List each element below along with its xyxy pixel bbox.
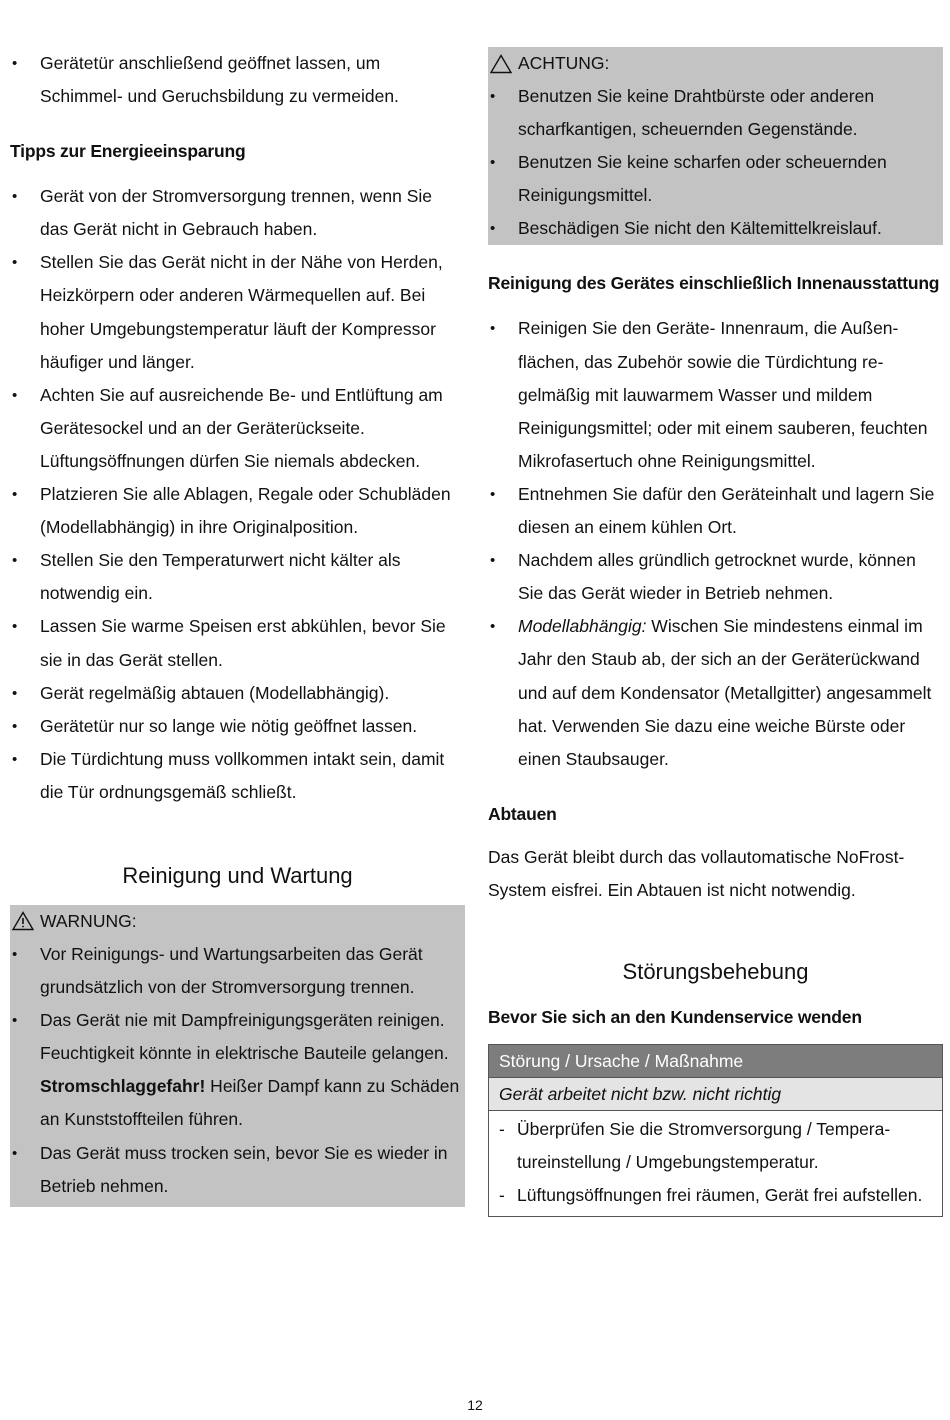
list-item: • Nachdem alles gründlich getrocknet wurde, können Sie das Gerät wieder in Betrieb nehmen.	[488, 544, 943, 610]
warning-list	[10, 938, 465, 1203]
list-item: • Gerät regelmäßig abtauen (Modellabhängig).	[10, 677, 465, 710]
list-item: • Benutzen Sie keine Drahtbürste oder anderen scharfkantigen, scheuernden Gegenstände.	[488, 80, 943, 146]
interior-list	[488, 312, 943, 775]
page-number: 12	[467, 1397, 483, 1413]
list-item: - Überprüfen Sie die Stromversorgung / Temperatureinstellung / Umgebungstemperatur.	[489, 1113, 942, 1179]
warning-label: WARNUNG:	[40, 910, 137, 931]
list-item: • Lassen Sie warme Speisen erst abkühlen, bevor Sie sie in das Gerät stellen.	[10, 610, 465, 676]
energy-list	[10, 180, 465, 809]
warning-triangle-icon	[490, 54, 512, 74]
list-item	[488, 610, 943, 775]
warning-triangle-icon	[12, 911, 34, 931]
fault-cause: Gerät arbeitet nicht bzw. nicht richtig	[489, 1077, 943, 1110]
list-item: • Achten Sie auf ausreichende Be- und Entlüftung am Gerätesockel und an der Geräterückseite. Lüftungsöffnungen dürfen Sie niemals abdecken.	[10, 379, 465, 478]
fault-fixes	[489, 1110, 943, 1216]
energy-heading: Tipps zur Energieeinsparung	[10, 141, 246, 162]
fault-table	[488, 1044, 943, 1217]
model-dependent-label: Modellabhängig:	[518, 616, 647, 637]
caution-box	[488, 47, 943, 245]
caution-list	[488, 80, 943, 245]
list-item: • Entnehmen Sie dafür den Geräteinhalt und lagern Sie diesen an einem kühlen Ort.	[488, 478, 943, 544]
list-item: • Beschädigen Sie nicht den Kältemittelkreislauf.	[488, 212, 943, 245]
list-item: • Die Türdichtung muss vollkommen intakt sein, damit die Tür ordnungsgemäß schließt.	[10, 743, 465, 809]
shock-hazard-text: Stromschlaggefahr!	[40, 1076, 206, 1097]
list-item: • Stellen Sie den Temperaturwert nicht kälter als notwendig ein.	[10, 544, 465, 610]
warning-box	[10, 905, 465, 1207]
list-item: • Reinigen Sie den Geräte- Innenraum, die Außenflächen, das Zubehör sowie die Türdichtung regelmäßig mit lauwarmem Wasser und mildem Reinigungsmittel; oder mit einem sauberen, feuchten Mikrofasertuch ohne Reinigungsmittel.	[488, 312, 943, 477]
list-item: • Gerätetür anschließend geöffnet lassen, um Schimmel- und Geruchsbildung zu vermeiden.	[10, 47, 465, 113]
caution-label: ACHTUNG:	[518, 53, 610, 73]
list-item: - Lüftungsöffnungen frei räumen, Gerät frei aufstellen.	[489, 1179, 942, 1212]
caution-header	[488, 47, 943, 80]
service-heading: Bevor Sie sich an den Kundenservice wenden	[488, 1006, 862, 1027]
list-item: • Gerätetür nur so lange wie nötig geöffnet lassen.	[10, 710, 465, 743]
defrost-text: Das Gerät bleibt durch das vollautomatische NoFrost-System eisfrei. Ein Abtauen ist nicht notwendig.	[488, 846, 905, 900]
list-item	[10, 1004, 465, 1136]
interior-item4-text: Wischen Sie mindestens einmal im Jahr den Staub ab, der sich an der Geräterückwand und auf dem Kondensator (Metallgitter) angesammelt hat. Verwenden Sie dazu eine weiche Bürste oder einen Staubsauger.	[518, 616, 932, 769]
list-item: • Das Gerät muss trocken sein, bevor Sie es wieder in Betrieb nehmen.	[10, 1137, 465, 1203]
cleaning-section-title: Reinigung und Wartung	[122, 862, 353, 888]
intro-list	[10, 47, 465, 113]
list-item: • Vor Reinigungs- und Wartungsarbeiten das Gerät grundsätzlich von der Stromversorgung trennen.	[10, 938, 465, 1004]
right-column	[488, 0, 943, 1217]
left-column	[10, 0, 465, 1207]
list-item: • Platzieren Sie alle Ablagen, Regale oder Schubläden (Modellabhängig) in ihre Originalposition.	[10, 478, 465, 544]
warning-item2-text: Das Gerät nie mit Dampfreinigungsgeräten reinigen. Feuchtigkeit könnte in elektrische Bauteile gelangen.	[40, 1010, 449, 1064]
interior-heading: Reinigung des Gerätes einschließlich Innenausstattung	[488, 273, 940, 294]
list-item: • Gerät von der Stromversorgung trennen, wenn Sie das Gerät nicht in Gebrauch haben.	[10, 180, 465, 246]
troubleshooting-section-title: Störungsbehebung	[622, 958, 809, 984]
list-item: • Benutzen Sie keine scharfen oder scheuernden Reinigungsmittel.	[488, 146, 943, 212]
list-item: • Stellen Sie das Gerät nicht in der Nähe von Herden, Heizkörpern oder anderen Wärmequellen auf. Bei hoher Umgebungstemperatur läuft der Kompressor häufiger und länger.	[10, 246, 465, 378]
defrost-heading: Abtauen	[488, 803, 557, 824]
fault-table-header: Störung / Ursache / Maßnahme	[489, 1044, 943, 1077]
warning-header	[10, 905, 465, 938]
fix-list	[489, 1111, 942, 1216]
warning-item2-rest: Heißer Dampf kann zu Schäden an Kunststoffteilen führen.	[40, 1076, 460, 1130]
